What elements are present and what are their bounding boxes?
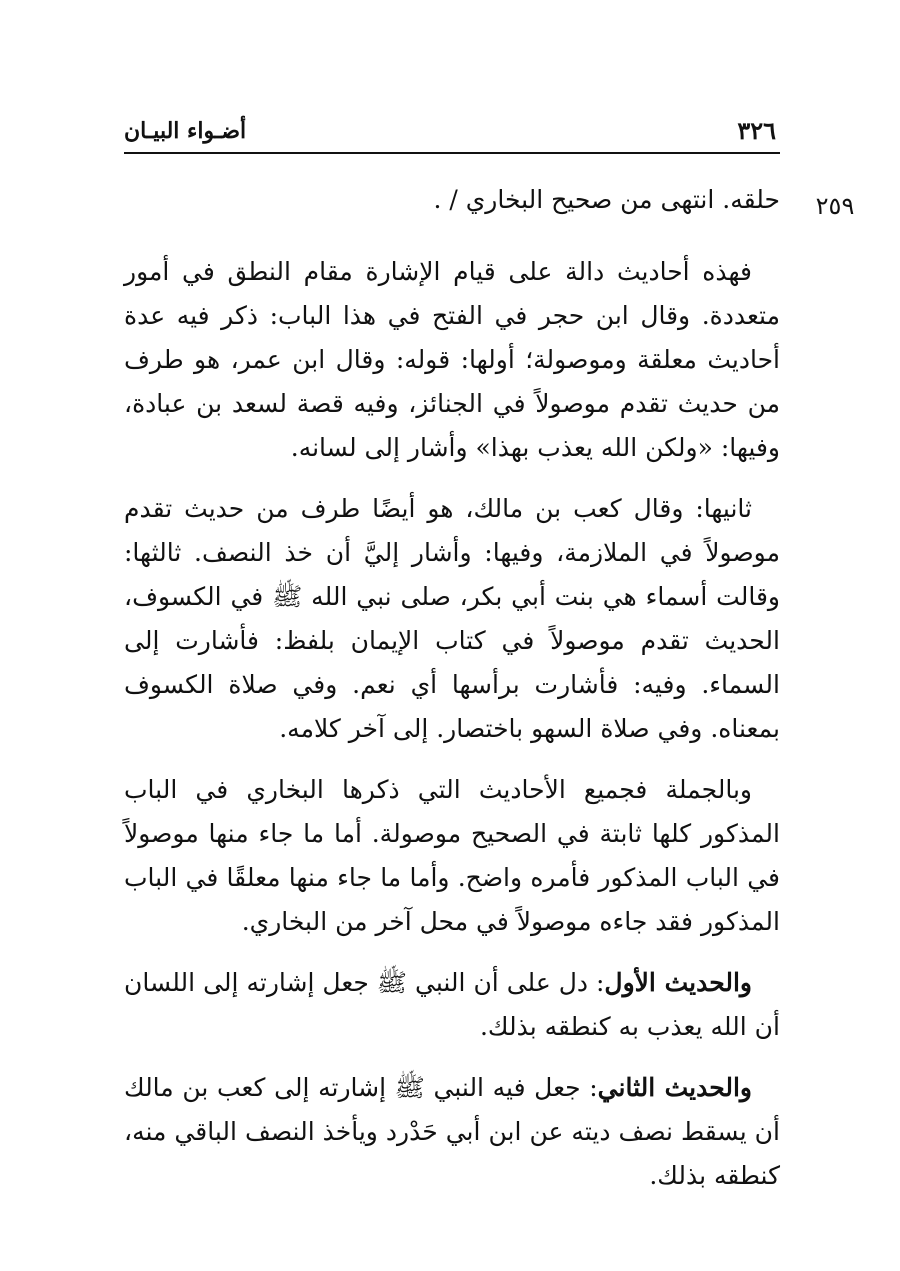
paragraph-6-text: : جعل فيه النبي ﷺ إشارته إلى كعب بن مالك أن يسقط نصف ديته عن ابن أبي حَدْرد ويأخذ النصف الباقي منه، كنطقه بذلك. [124, 1073, 780, 1190]
paragraph-2: فهذه أحاديث دالة على قيام الإشارة مقام النطق في أمور متعددة. وقال ابن حجر في الفتح في هذا الباب: ذكر فيه عدة أحاديث معلقة وموصولة؛ أولها: قوله: وقال ابن عمر، هو طرف من حديث تقدم موصولاً في الجنائز، وفيه قصة لسعد بن عبادة، وفيها: «ولكن الله يعذب بهذا» وأشار إلى لسانه. [124, 257, 780, 462]
paragraph-4: وبالجملة فجميع الأحاديث التي ذكرها البخاري في الباب المذكور كلها ثابتة في الصحيح موصولة. أما ما جاء منها موصولاً في الباب المذكور فأمره واضح. وأما ما جاء منها معلقًا في الباب المذكور فقد جاءه موصولاً في محل آخر من البخاري. [124, 775, 780, 936]
paragraph-6 [124, 1066, 780, 1198]
header-divider [124, 152, 780, 154]
page-header [124, 112, 780, 152]
paragraph-3: ثانيها: وقال كعب بن مالك، هو أيضًا طرف من حديث تقدم موصولاً في الملازمة، وفيها: وأشار إليَّ أن خذ النصف. ثالثها: وقالت أسماء هي بنت أبي بكر، صلى نبي الله ﷺ في الكسوف، الحديث تقدم موصولاً في كتاب الإيمان بلفظ: فأشارت إلى السماء. وفيه: فأشارت برأسها أي نعم. وفي صلاة الكسوف بمعناه. وفي صلاة السهو باختصار. إلى آخر كلامه. [124, 494, 780, 743]
paragraph-5-lead: والحديث الأول [604, 968, 752, 997]
paragraph-6-lead: والحديث الثاني [597, 1073, 752, 1102]
paragraph-5-text: : دل على أن النبي ﷺ جعل إشارته إلى اللسان أن الله يعذب به كنطقه بذلك. [124, 968, 780, 1041]
main-text [124, 178, 780, 1215]
page-number: ٣٢٦ [737, 116, 776, 145]
book-title: أضـواء البيـان [124, 118, 247, 144]
margin-page-marker: ٢٥٩ [815, 192, 855, 220]
paragraph-1: حلقه. انتهى من صحيح البخاري / . [433, 185, 780, 214]
paragraph-5 [124, 961, 780, 1049]
